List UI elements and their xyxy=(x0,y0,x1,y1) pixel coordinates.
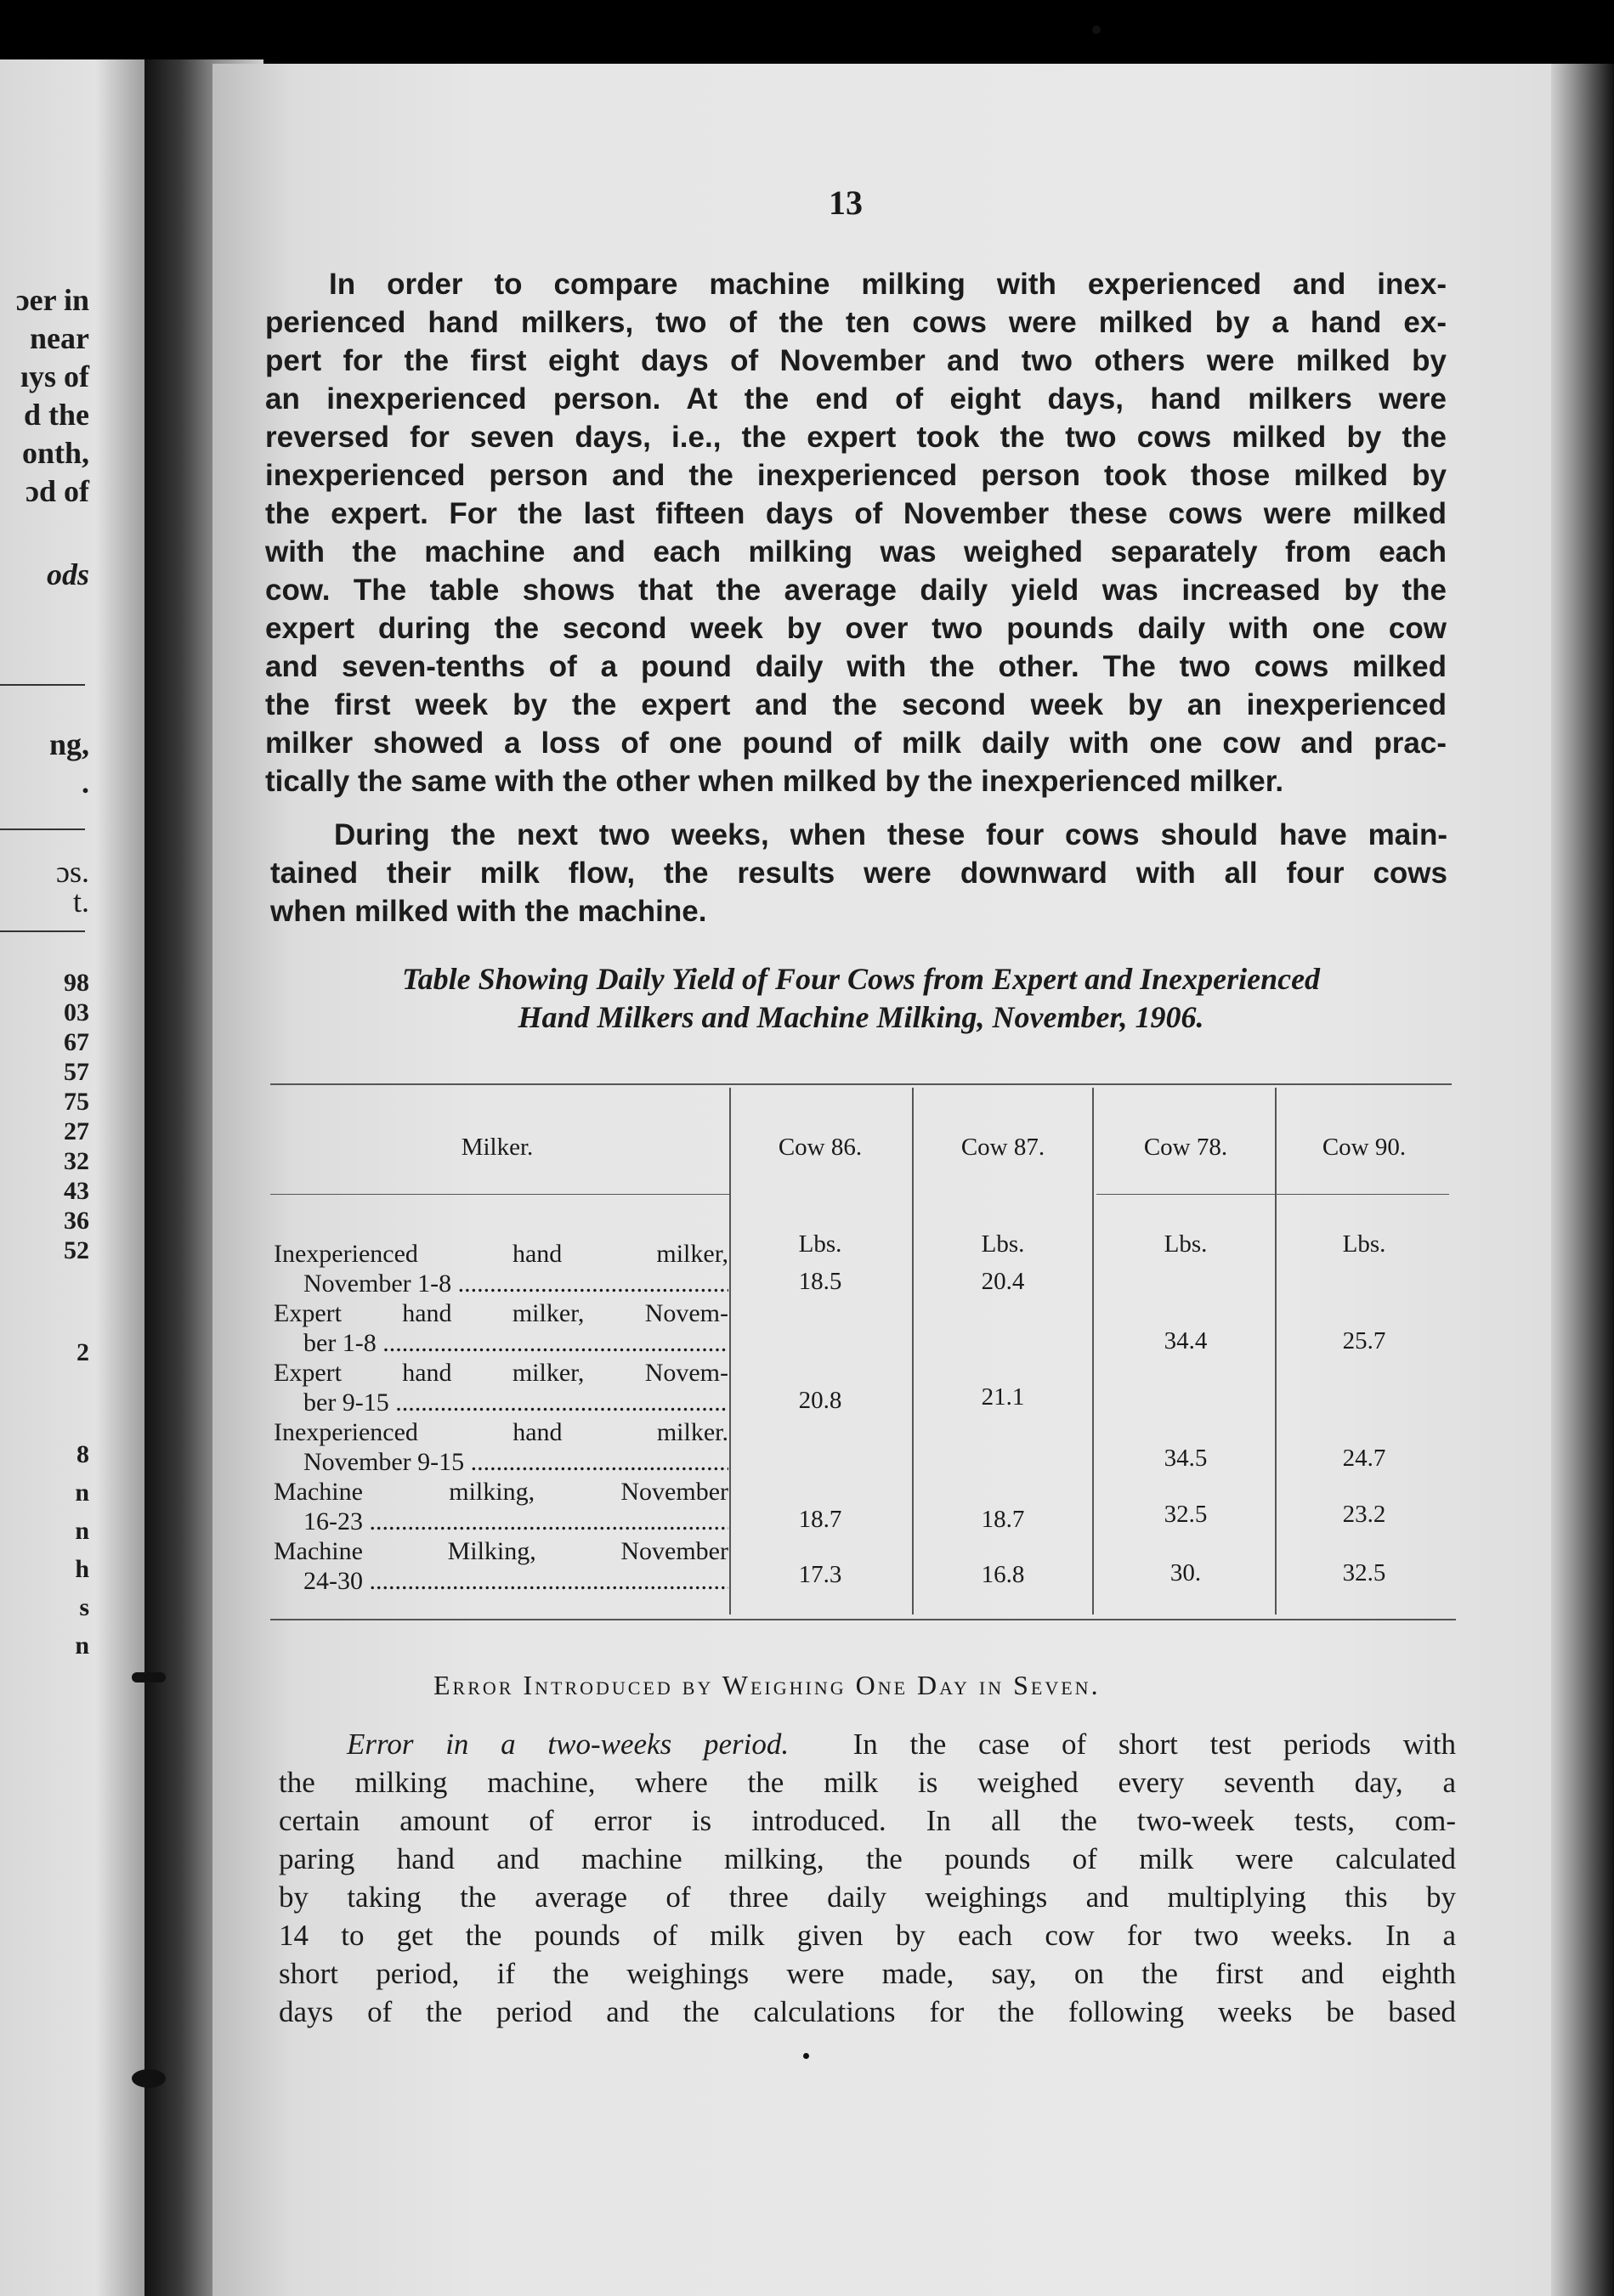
text-line: tically the same with the other when milked by the inexperienced milker. xyxy=(265,765,1284,798)
left-fragment: ɔer in xyxy=(15,283,89,317)
text-line: inexperienced person and the inexperienced person took those milked by xyxy=(265,459,1447,492)
left-rule xyxy=(0,684,85,686)
unit-label: Lbs. xyxy=(1164,1230,1208,1258)
row-label-sub: November 9-15 ..... xyxy=(274,1447,728,1477)
cell-value: 32.5 xyxy=(1342,1559,1386,1586)
text-run: In the case of short test periods with xyxy=(852,1728,1456,1761)
text-line: and seven-tenths of a pound daily with the other. The two cows milked xyxy=(265,650,1447,683)
paragraph-3 xyxy=(279,1725,1456,2031)
column-rule xyxy=(729,1088,731,1615)
text-line: short period, if the weighings were made, say, on the first and eighth xyxy=(279,1957,1456,1990)
table-row xyxy=(274,1239,728,1298)
cell-value: 24.7 xyxy=(1342,1445,1386,1472)
cell-value: 30. xyxy=(1169,1559,1202,1586)
left-fragment: 8 xyxy=(76,1440,89,1468)
column-rule xyxy=(1275,1088,1277,1615)
text-line: paring hand and machine milking, the pounds of milk were calculated xyxy=(279,1842,1456,1875)
left-fragment: ıys of xyxy=(20,359,89,393)
unit-label: Lbs. xyxy=(1342,1230,1386,1258)
scan-speck xyxy=(132,2069,166,2088)
text-line: milker showed a loss of one pound of milk daily with one cow and prac- xyxy=(265,727,1447,760)
text-line: by taking the average of three daily weighings and multiplying this by xyxy=(279,1880,1456,1914)
text-line: perienced hand milkers, two of the ten cows were milked by a hand ex- xyxy=(265,306,1447,339)
left-fragment: s xyxy=(79,1593,89,1621)
left-fragment: . xyxy=(82,766,89,800)
table-row xyxy=(274,1536,728,1596)
caption-line: Hand Milkers and Machine Milking, November, 1906. xyxy=(518,1000,1204,1034)
scan-speck xyxy=(1092,25,1101,34)
row-label-sub: ber 9-15 ..... xyxy=(274,1388,728,1417)
left-fragment: ɔs. xyxy=(56,855,89,889)
header-rule xyxy=(270,1194,729,1195)
left-rule xyxy=(0,828,85,830)
left-fragment: ng, xyxy=(48,727,89,761)
text-line: the first week by the expert and the second week by an inexperienced xyxy=(265,688,1447,721)
left-rule xyxy=(0,930,85,932)
header-milker: Milker. xyxy=(461,1134,534,1161)
table-caption xyxy=(270,960,1452,1037)
left-fragment: 03 xyxy=(64,998,89,1026)
text-line: tained their milk flow, the results were downward with all four cows xyxy=(270,857,1447,890)
row-label: Machine Milking, November xyxy=(274,1537,728,1565)
text-line: certain amount of error is introduced. In all the two-week tests, com- xyxy=(279,1804,1456,1837)
left-fragment: 98 xyxy=(64,969,89,997)
left-fragment: 2 xyxy=(76,1338,89,1366)
left-fragment: 27 xyxy=(64,1117,89,1145)
page-number: 13 xyxy=(829,184,863,222)
header-cow-90: Cow 90. xyxy=(1322,1134,1407,1161)
left-fragment: 75 xyxy=(64,1088,89,1116)
left-fragment: t. xyxy=(72,885,89,919)
text-line: During the next two weeks, when these four cows should have main- xyxy=(334,818,1447,851)
text-line xyxy=(279,1725,1456,1763)
cell-value: 34.4 xyxy=(1164,1327,1208,1354)
header-cow-86: Cow 86. xyxy=(778,1134,863,1161)
unit-label: Lbs. xyxy=(798,1230,842,1258)
text-line: days of the period and the calculations for the following weeks be based xyxy=(279,1995,1456,2028)
cell-value: 20.8 xyxy=(798,1387,842,1414)
left-fragment: h xyxy=(75,1555,89,1583)
left-fragment: 32 xyxy=(64,1147,89,1175)
page-right-edge xyxy=(1551,64,1614,2296)
cell-value: 16.8 xyxy=(981,1561,1025,1588)
text-line: the expert. For the last fifteen days of November these cows were milked xyxy=(265,497,1447,530)
text-line: expert during the second week by over two pounds daily with one cow xyxy=(265,612,1447,645)
left-fragment: d the xyxy=(23,398,89,432)
cell-value: 25.7 xyxy=(1342,1327,1386,1354)
cell-value: 20.4 xyxy=(981,1268,1025,1295)
left-fragment: 67 xyxy=(64,1028,89,1056)
table-row xyxy=(274,1298,728,1358)
row-label-sub: 16-23 ..... xyxy=(274,1507,728,1536)
header-cow-87: Cow 87. xyxy=(960,1134,1045,1161)
left-fragment: ɔd of xyxy=(25,474,89,508)
text-line: with the machine and each milking was weighed separately from each xyxy=(265,535,1447,568)
table-row xyxy=(274,1358,728,1417)
scan-speck xyxy=(132,1672,166,1682)
left-fragment: n xyxy=(75,1479,89,1507)
row-label-sub: 24-30 ..... xyxy=(274,1566,728,1596)
row-label: Inexperienced hand milker, xyxy=(274,1240,728,1268)
cell-value: 32.5 xyxy=(1164,1501,1208,1528)
table-bottom-rule xyxy=(270,1619,1456,1620)
italic-lead: Error in a two-weeks period. xyxy=(347,1728,790,1761)
paragraph-1 xyxy=(265,265,1447,800)
text-line: pert for the first eight days of November and two others were milked by xyxy=(265,344,1447,377)
header-cow-78: Cow 78. xyxy=(1143,1134,1228,1161)
unit-label: Lbs. xyxy=(981,1230,1025,1258)
column-rule xyxy=(912,1088,914,1615)
row-label-sub: ber 1-8 ..... xyxy=(274,1328,728,1358)
left-fragment: 52 xyxy=(64,1236,89,1264)
cell-value: 34.5 xyxy=(1164,1445,1208,1472)
cell-value: 18.5 xyxy=(798,1268,842,1295)
row-label: Expert hand milker, Novem- xyxy=(274,1359,728,1387)
left-fragment: n xyxy=(75,1517,89,1545)
text-line: the milking machine, where the milk is weighed every seventh day, a xyxy=(279,1766,1456,1799)
table-top-rule xyxy=(270,1083,1452,1085)
left-fragment: ods xyxy=(46,557,89,591)
left-fragment: 36 xyxy=(64,1207,89,1235)
text-line: when milked with the machine. xyxy=(270,895,707,928)
left-fragment: 43 xyxy=(64,1177,89,1205)
left-fragment: n xyxy=(75,1632,89,1660)
left-fragment: near xyxy=(30,321,89,355)
table-row xyxy=(274,1417,728,1477)
cell-value: 23.2 xyxy=(1342,1501,1386,1528)
section-heading: Error Introduced by Weighing One Day in Seven. xyxy=(433,1670,1101,1700)
scan-speck xyxy=(803,2053,809,2059)
cell-value: 18.7 xyxy=(798,1506,842,1533)
row-label: Machine milking, November xyxy=(274,1478,728,1506)
column-rule xyxy=(1092,1088,1094,1615)
left-fragment: 57 xyxy=(64,1058,89,1086)
cell-value: 17.3 xyxy=(798,1561,842,1588)
left-fragment: onth, xyxy=(21,436,89,470)
text-line: cow. The table shows that the average daily yield was increased by the xyxy=(265,574,1447,607)
text-line: 14 to get the pounds of milk given by each cow for two weeks. In a xyxy=(279,1919,1456,1952)
header-rule xyxy=(1096,1194,1449,1195)
cell-value: 18.7 xyxy=(981,1506,1025,1533)
text-line: In order to compare machine milking with experienced and inex- xyxy=(329,268,1447,301)
row-label: Inexperienced hand milker. xyxy=(274,1418,728,1446)
caption-line: Table Showing Daily Yield of Four Cows from Expert and Inexperienced xyxy=(401,962,1321,996)
row-label-sub: November 1-8 ..... xyxy=(274,1269,728,1298)
row-label: Expert hand milker, Novem- xyxy=(274,1299,728,1327)
cell-value: 21.1 xyxy=(981,1383,1025,1411)
text-line: reversed for seven days, i.e., the expert took the two cows milked by the xyxy=(265,421,1447,454)
paragraph-2 xyxy=(270,816,1447,930)
text-line: an inexperienced person. At the end of eight days, hand milkers were xyxy=(265,382,1447,416)
table-row xyxy=(274,1477,728,1536)
